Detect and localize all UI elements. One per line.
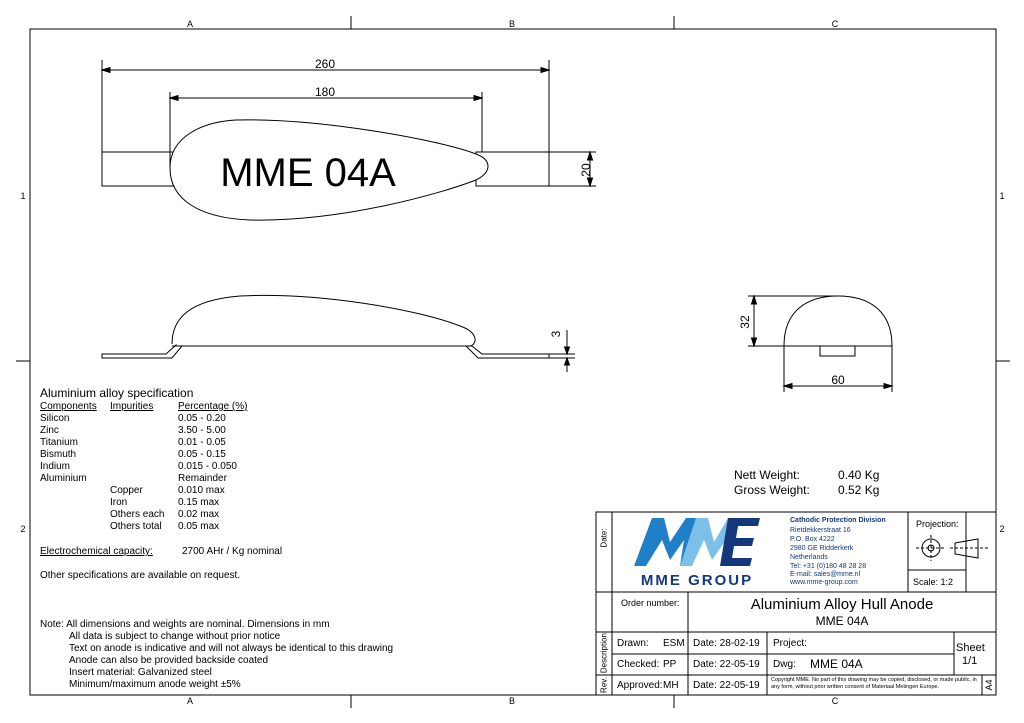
spec-impurity: Others each: [110, 509, 165, 520]
company-address: P.O. Box 4222: [790, 536, 835, 543]
company-address: Rietdekkerstraat 16: [790, 527, 851, 534]
company-tel: Tel: +31 (0)180 48 28 28: [790, 563, 867, 570]
note-line: Minimum/maximum anode weight ±5%: [69, 679, 241, 690]
checked-label: Checked:: [617, 659, 660, 670]
capacity-value: 2700 AHr / Kg nominal: [182, 546, 283, 557]
nett-weight-value: 0.40 Kg: [838, 468, 880, 482]
dim-strap-thickness: 3: [549, 330, 563, 338]
spec-component: Titanium: [40, 437, 78, 448]
gross-weight-label: Gross Weight:: [734, 483, 810, 497]
note-line: All data is subject to change without prior notice: [69, 631, 281, 642]
dim-body-length: 180: [314, 85, 336, 99]
grid-row-1-left: 1: [20, 191, 26, 201]
spec-value: 0.05 max: [178, 521, 220, 532]
dim-overall-length: 260: [314, 57, 336, 71]
grid-col-b-top: B: [508, 19, 516, 29]
sheet-label: Sheet: [956, 642, 985, 654]
dwg-value: MME 04A: [810, 657, 863, 671]
dim-end-width: 60: [831, 373, 845, 387]
dwg-label: Dwg:: [773, 659, 796, 670]
company-email: E-mail: sales@mme.nl: [790, 571, 861, 578]
order-number-label: Order number:: [621, 598, 680, 608]
spec-value: 0.05 - 0.20: [178, 413, 226, 424]
spec-impurity: Others total: [110, 521, 162, 532]
grid-col-a-bottom: A: [186, 696, 194, 706]
projection-symbol-icon: [916, 535, 990, 561]
spec-header-percentage: Percentage (%): [178, 401, 248, 412]
anode-label: MME 04A: [220, 151, 396, 195]
side-label-rev: Rev.: [599, 677, 609, 693]
gross-weight-value: 0.52 Kg: [838, 483, 880, 497]
note-line: Note: All dimensions and weights are nominal. Dimensions in mm: [40, 619, 330, 630]
spec-value: 3.50 - 5.00: [178, 425, 226, 436]
drawn-label: Drawn:: [617, 638, 649, 649]
end-view: [748, 296, 892, 392]
sheet-size: A4: [984, 679, 994, 691]
company-website: www.mme-group.com: [790, 579, 858, 586]
spec-header-impurities: Impurities: [110, 401, 154, 412]
dim-height: 32: [738, 315, 752, 329]
spec-value: Remainder: [178, 473, 227, 484]
drawing-title: Aluminium Alloy Hull Anode: [750, 596, 934, 613]
spec-header-components: Components: [40, 401, 97, 412]
spec-impurity: Copper: [110, 485, 143, 496]
grid-col-a-top: A: [186, 19, 194, 29]
projection-label: Projection:: [916, 519, 959, 529]
nett-weight-label: Nett Weight:: [734, 468, 800, 482]
note-line: Insert material: Galvanized steel: [69, 667, 212, 678]
drawing-subtitle: MME 04A: [815, 614, 869, 628]
approved-value: MH: [663, 680, 679, 691]
grid-col-c-bottom: C: [831, 696, 839, 706]
logo-wordmark: MME GROUP: [640, 572, 754, 589]
spec-value: 0.15 max: [178, 497, 220, 508]
grid-col-b-bottom: B: [508, 696, 516, 706]
spec-component: Bismuth: [40, 449, 77, 460]
side-label-description: Description:: [599, 630, 609, 674]
dim-strap-width: 20: [579, 163, 593, 177]
approved-date: Date: 22-05-19: [693, 680, 760, 691]
other-specs-note: Other specifications are available on request.: [40, 570, 241, 581]
top-view: [102, 60, 596, 220]
checked-value: PP: [663, 659, 677, 670]
spec-component: Zinc: [40, 425, 59, 436]
checked-date: Date: 22-05-19: [693, 659, 760, 670]
spec-component: Indium: [40, 461, 71, 472]
spec-value: 0.02 max: [178, 509, 220, 520]
grid-row-1-right: 1: [999, 191, 1005, 201]
note-line: Anode can also be provided backside coated: [69, 655, 269, 666]
grid-row-2-left: 2: [20, 524, 26, 534]
spec-title: Aluminium alloy specification: [40, 386, 194, 400]
spec-component: Silicon: [40, 413, 70, 424]
drawn-value: ESM: [663, 638, 685, 649]
spec-value: 0.01 - 0.05: [178, 437, 226, 448]
mme-logo-icon: [634, 518, 760, 566]
grid-col-c-top: C: [831, 19, 839, 29]
scale-label: Scale: 1:2: [913, 577, 954, 587]
grid-row-2-right: 2: [999, 524, 1005, 534]
capacity-label: Electrochemical capacity:: [40, 546, 153, 557]
spec-value: 0.05 - 0.15: [178, 449, 226, 460]
spec-value: 0.015 - 0.050: [178, 461, 237, 472]
drawn-date: Date: 28-02-19: [693, 638, 760, 649]
side-view: [102, 295, 575, 372]
side-label-date: Date:: [599, 528, 609, 548]
note-line: Text on anode is indicative and will not always be identical to this drawing: [69, 643, 394, 654]
copyright-notice: Copyright MME. No part of this drawing may be copied, disclosed, or made public, in any form, without prior written consent of Materiaal Metingen Europe.: [771, 677, 977, 690]
company-address: 2980 GE Ridderkerk: [790, 545, 854, 552]
spec-value: 0.010 max: [178, 485, 225, 496]
project-label: Project:: [773, 638, 807, 649]
spec-component: Aluminium: [40, 473, 87, 484]
approved-label: Approved:: [617, 680, 663, 691]
spec-impurity: Iron: [110, 497, 128, 508]
sheet-value: 1/1: [962, 655, 978, 667]
company-country: Netherlands: [790, 554, 828, 561]
company-division: Cathodic Protection Division: [790, 517, 886, 524]
